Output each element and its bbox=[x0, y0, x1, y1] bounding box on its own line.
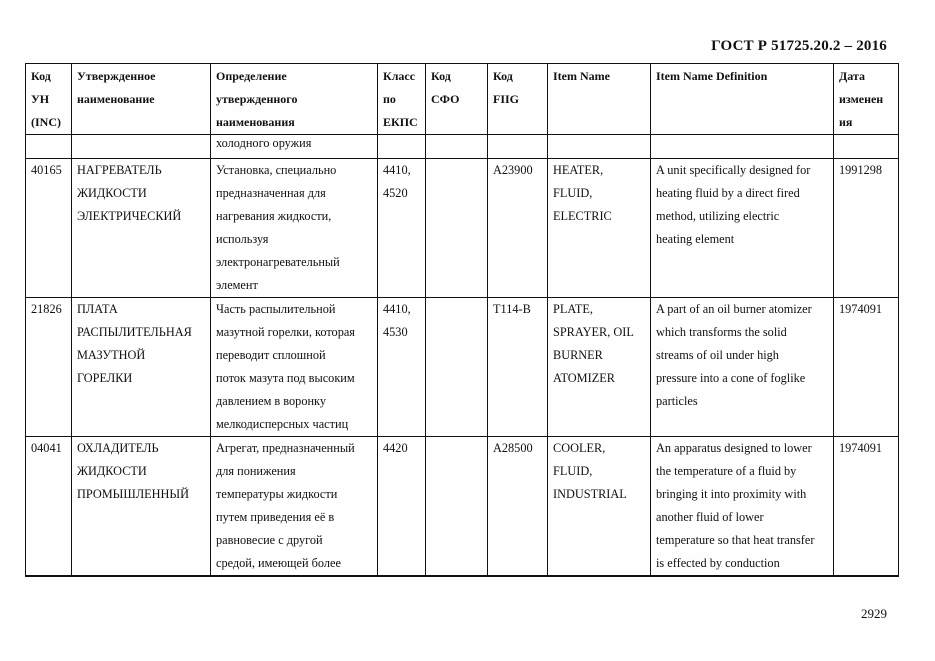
cell-line: давлением в воронку bbox=[216, 394, 327, 408]
cell-line: Item Name bbox=[553, 69, 610, 83]
cell-line: Агрегат, предназначенный bbox=[216, 441, 355, 455]
cell-line: ЕКПС bbox=[383, 115, 418, 129]
cell-line: temperature so that heat transfer bbox=[656, 533, 815, 547]
page-number: 2929 bbox=[861, 606, 887, 621]
cell-line: электронагревательный bbox=[216, 255, 340, 269]
cell-fiig: A28500 bbox=[488, 437, 548, 577]
cell-line: НАГРЕВАТЕЛЬ bbox=[77, 163, 162, 177]
cell-line: Утвержденное bbox=[77, 69, 156, 83]
cell bbox=[548, 135, 651, 159]
header-definition bbox=[211, 64, 378, 135]
cell-line: Часть распылительной bbox=[216, 302, 336, 316]
continuation-row bbox=[26, 135, 899, 159]
cell-line: heating element bbox=[656, 232, 735, 246]
cell bbox=[72, 135, 211, 159]
header-inc bbox=[26, 64, 72, 135]
cell-line: РАСПЫЛИТЕЛЬНАЯ bbox=[77, 325, 192, 339]
header-item-definition bbox=[651, 64, 834, 135]
cell-line: Item Name Definition bbox=[656, 69, 768, 83]
cell-line: another fluid of lower bbox=[656, 510, 764, 524]
cell-line: which transforms the solid bbox=[656, 325, 787, 339]
cell-item-name bbox=[548, 437, 651, 577]
cell-line: particles bbox=[656, 394, 698, 408]
cell-line: 4520 bbox=[383, 186, 408, 200]
cell-line: Определение bbox=[216, 69, 287, 83]
cell-item-name bbox=[548, 298, 651, 437]
cell-sfo bbox=[426, 159, 488, 298]
cell-inc: 04041 bbox=[26, 437, 72, 577]
cell bbox=[651, 135, 834, 159]
cell-class bbox=[378, 437, 426, 577]
cell-line: равновесие с другой bbox=[216, 533, 323, 547]
cell-item-definition bbox=[651, 159, 834, 298]
cell-item-name bbox=[548, 159, 651, 298]
cell-sfo bbox=[426, 437, 488, 577]
cell bbox=[834, 135, 899, 159]
table-row bbox=[26, 437, 899, 577]
cell-line: heating fluid by a direct fired bbox=[656, 186, 800, 200]
cell-line: COOLER, bbox=[553, 441, 606, 455]
cell-line: элемент bbox=[216, 278, 258, 292]
cell-line: ЖИДКОСТИ bbox=[77, 464, 147, 478]
cell-line: An apparatus designed to lower bbox=[656, 441, 812, 455]
cell-line: HEATER, bbox=[553, 163, 604, 177]
cell-sfo bbox=[426, 298, 488, 437]
cell-line: по bbox=[383, 92, 396, 106]
table-row bbox=[26, 159, 899, 298]
cell-line: PLATE, bbox=[553, 302, 593, 316]
cell-line: Дата bbox=[839, 69, 865, 83]
cell-line: ГОРЕЛКИ bbox=[77, 371, 133, 385]
cell-line: Класс bbox=[383, 69, 416, 83]
cell-line: 4410, bbox=[383, 163, 411, 177]
cell-line: предназначенная для bbox=[216, 186, 326, 200]
continuation-text bbox=[211, 135, 378, 159]
table-row bbox=[26, 298, 899, 437]
cell-definition bbox=[211, 298, 378, 437]
cell-line: is effected by conduction bbox=[656, 556, 780, 570]
cell-line: ПЛАТА bbox=[77, 302, 118, 316]
cell bbox=[26, 135, 72, 159]
cell-line: мазутной горелки, которая bbox=[216, 325, 355, 339]
cell-approved-name bbox=[72, 159, 211, 298]
cell-line: Код bbox=[31, 69, 51, 83]
cell-line: температуры жидкости bbox=[216, 487, 338, 501]
catalog-table bbox=[25, 63, 899, 577]
cell-line: наименования bbox=[216, 115, 295, 129]
cell-item-definition bbox=[651, 298, 834, 437]
cell-line: ОХЛАДИТЕЛЬ bbox=[77, 441, 159, 455]
cell-line: переводит сплошной bbox=[216, 348, 326, 362]
cell-class bbox=[378, 159, 426, 298]
cell-line: средой, имеющей более bbox=[216, 556, 341, 570]
cell-line: нагревания жидкости, bbox=[216, 209, 332, 223]
cell bbox=[378, 135, 426, 159]
header-item-name bbox=[548, 64, 651, 135]
header-fiig bbox=[488, 64, 548, 135]
cell-line: method, utilizing electric bbox=[656, 209, 780, 223]
cell-line: 4530 bbox=[383, 325, 408, 339]
cell-line: утвержденного bbox=[216, 92, 298, 106]
cell-line: изменен bbox=[839, 92, 884, 106]
cell-line: ATOMIZER bbox=[553, 371, 615, 385]
cell-inc: 40165 bbox=[26, 159, 72, 298]
cell-line: УН bbox=[31, 92, 50, 106]
cell-date: 1991298 bbox=[834, 159, 899, 298]
cell-line: A unit specifically designed for bbox=[656, 163, 811, 177]
cell-line: ЖИДКОСТИ bbox=[77, 186, 147, 200]
cell-line: A part of an oil burner atomizer bbox=[656, 302, 812, 316]
header-sfo bbox=[426, 64, 488, 135]
cell-line: FIIG bbox=[493, 92, 520, 106]
cell-line: ЭЛЕКТРИЧЕСКИЙ bbox=[77, 209, 182, 223]
cell-line: pressure into a cone of foglike bbox=[656, 371, 806, 385]
cell-line: (INC) bbox=[31, 115, 61, 129]
cell-line: Код bbox=[431, 69, 451, 83]
cell-line: Код bbox=[493, 69, 513, 83]
cell-line: FLUID, bbox=[553, 464, 593, 478]
cell-line: bringing it into proximity with bbox=[656, 487, 807, 501]
cell-fiig: A23900 bbox=[488, 159, 548, 298]
cell-line: ия bbox=[839, 115, 853, 129]
header-approved-name bbox=[72, 64, 211, 135]
cell-line: холодного оружия bbox=[216, 136, 312, 150]
cell-class bbox=[378, 298, 426, 437]
cell-approved-name bbox=[72, 437, 211, 577]
cell-line: streams of oil under high bbox=[656, 348, 779, 362]
cell-definition bbox=[211, 437, 378, 577]
cell-line: СФО bbox=[431, 92, 460, 106]
cell-line: Установка, специально bbox=[216, 163, 337, 177]
document-code: ГОСТ Р 51725.20.2 – 2016 bbox=[711, 38, 887, 54]
cell-date: 1974091 bbox=[834, 298, 899, 437]
header-class bbox=[378, 64, 426, 135]
cell-inc: 21826 bbox=[26, 298, 72, 437]
cell-line: используя bbox=[216, 232, 269, 246]
cell-line: 4410, bbox=[383, 302, 411, 316]
cell-line: SPRAYER, OIL bbox=[553, 325, 634, 339]
cell-date: 1974091 bbox=[834, 437, 899, 577]
cell-line: МАЗУТНОЙ bbox=[77, 348, 146, 362]
cell-line: ELECTRIC bbox=[553, 209, 612, 223]
cell-line: мелкодисперсных частиц bbox=[216, 417, 349, 431]
cell-line: INDUSTRIAL bbox=[553, 487, 627, 501]
cell-definition bbox=[211, 159, 378, 298]
cell-line: the temperature of a fluid by bbox=[656, 464, 797, 478]
cell-line: BURNER bbox=[553, 348, 603, 362]
cell bbox=[488, 135, 548, 159]
header-date bbox=[834, 64, 899, 135]
cell-line: наименование bbox=[77, 92, 155, 106]
cell-line: для понижения bbox=[216, 464, 296, 478]
cell-item-definition bbox=[651, 437, 834, 577]
cell-fiig: T114-B bbox=[488, 298, 548, 437]
cell-line: 4420 bbox=[383, 441, 408, 455]
cell-line: путем приведения её в bbox=[216, 510, 335, 524]
cell-line: ПРОМЫШЛЕННЫЙ bbox=[77, 487, 190, 501]
cell-line: FLUID, bbox=[553, 186, 593, 200]
table-header-row bbox=[26, 64, 899, 135]
cell bbox=[426, 135, 488, 159]
cell-approved-name bbox=[72, 298, 211, 437]
cell-line: поток мазута под высоким bbox=[216, 371, 355, 385]
